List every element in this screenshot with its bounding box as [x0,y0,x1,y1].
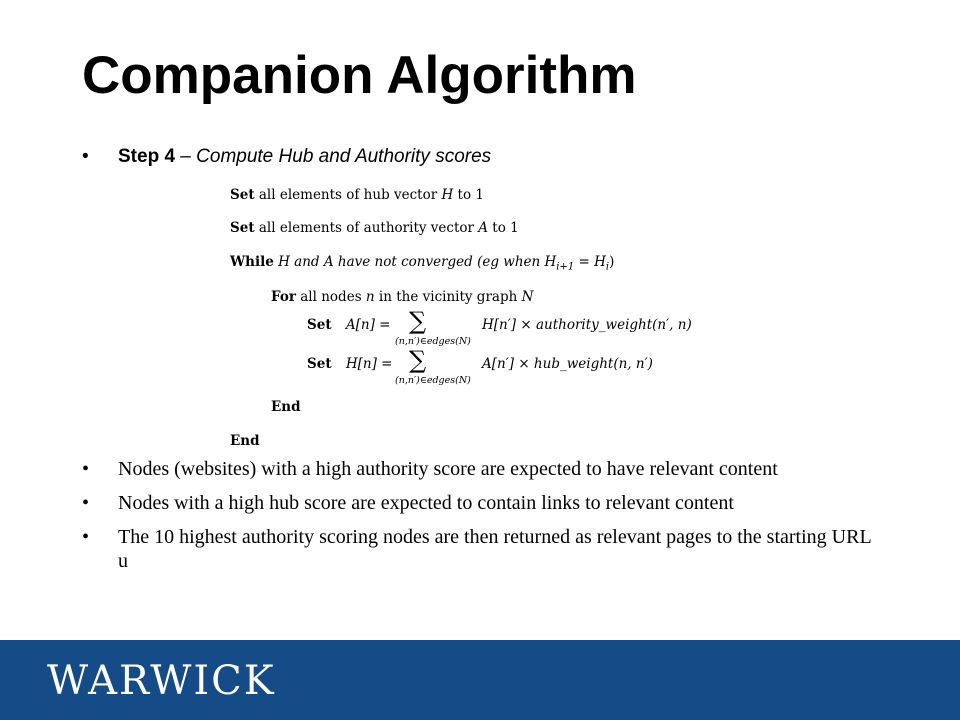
bullet-icon: • [82,458,90,480]
algo-line-1: Set all elements of hub vector H to 1 [230,187,484,203]
step-label: Step 4 [118,146,176,167]
sum-subscript: (n,n′)∈edges(N) [395,375,471,386]
algo-line-5-rhs: H[n′] × authority_weight(n′, n) [482,317,692,333]
algo-line-2: Set all elements of authority vector A to 1 [230,220,519,236]
algo-end-inner: End [271,399,301,415]
sum-subscript: (n,n′)∈edges(N) [395,336,471,347]
algo-line-4: For all nodes n in the vicinity graph N [271,289,534,305]
bullet-icon: • [82,492,90,514]
algo-line-3: While H and A have not converged (eg when $H_{i+1} = H_i$) [230,254,615,273]
warwick-logo: WARWICK [47,658,276,704]
algo-end-outer: End [230,433,260,449]
sum-symbol: ∑ [409,346,427,374]
bullet-list [82,457,882,583]
bullet-icon: • [82,146,89,167]
algo-line-6-rhs: A[n′] × hub_weight(n, n′) [482,356,653,372]
step-description: Compute Hub and Authority scores [196,146,492,167]
list-item: • Nodes (websites) with a high authority score are expected to have relevant content [82,458,778,480]
step-dash: – [175,146,197,167]
bullet-icon: • [82,526,90,548]
algo-line-5: Set A[n] = [307,317,391,333]
list-item: • Nodes with a high hub score are expected to contain links to relevant content [82,492,734,514]
list-item: • The 10 highest authority scoring nodes are then returned as relevant pages to the starting URL u [82,526,871,572]
slide-title: Companion Algorithm [82,46,637,105]
algo-line-6: Set H[n] = [307,356,393,372]
sum-symbol: ∑ [409,307,427,335]
